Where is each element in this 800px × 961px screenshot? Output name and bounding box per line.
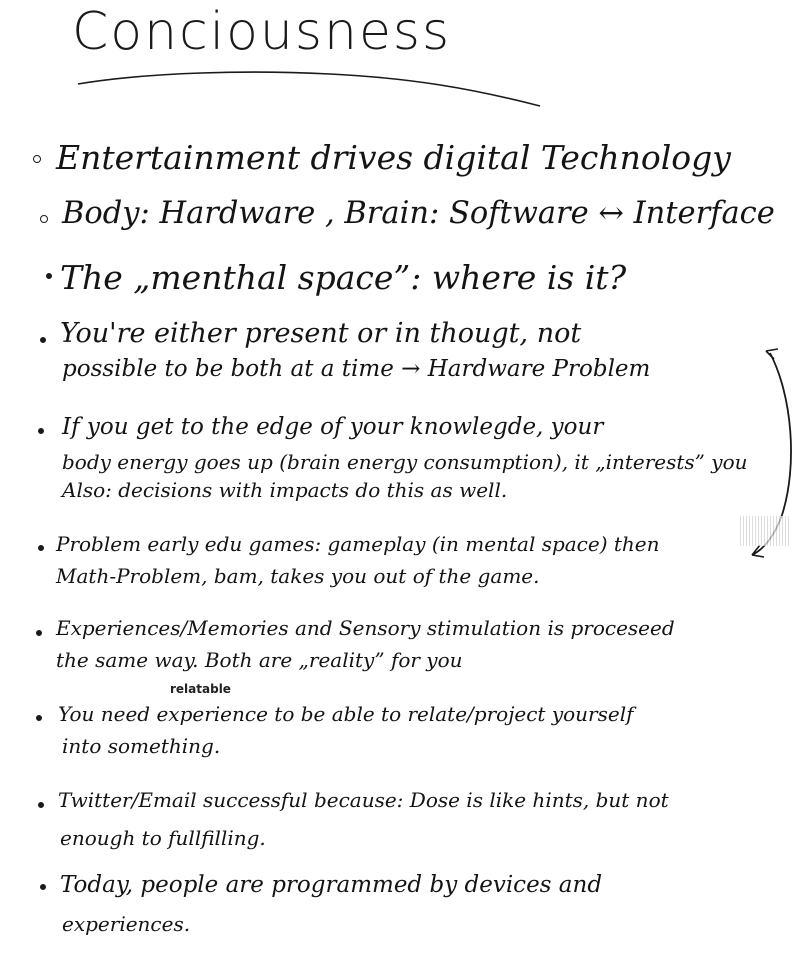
note-line: You're either present or in thougt, not (60, 318, 582, 349)
bullet-icon (38, 428, 44, 434)
bullet-icon (38, 802, 44, 808)
note-line: Also: decisions with impacts do this as well. (62, 478, 508, 502)
note-line: The „menthal space”: where is it? (60, 258, 627, 297)
note-line: the same way. Both are „reality” for you (56, 648, 463, 672)
bullet-icon (36, 630, 42, 636)
bullet-icon (46, 273, 52, 279)
bullet-icon (33, 155, 41, 163)
note-line: into something. (62, 734, 221, 758)
note-line: Entertainment drives digital Technology (56, 138, 731, 177)
title-underline (70, 68, 550, 118)
bullet-icon (38, 545, 44, 551)
note-line: Problem early edu games: gameplay (in mental space) then (56, 532, 660, 556)
inserted-word: relatable (170, 682, 231, 696)
note-line: You need experience to be able to relate/project yourself (58, 702, 634, 726)
bullet-icon (40, 884, 46, 890)
note-line: experiences. (62, 912, 191, 936)
scan-smudge (740, 516, 790, 546)
note-line: enough to fullfilling. (60, 826, 266, 850)
bullet-icon (40, 215, 48, 223)
note-line: Body: Hardware , Brain: Software ↔ Interface (62, 196, 775, 231)
bullet-icon (40, 337, 46, 343)
note-line: body energy goes up (brain energy consumption), it „interests” you (62, 450, 748, 474)
bullet-icon (36, 715, 42, 721)
note-line: Today, people are programmed by devices and (60, 872, 603, 898)
note-line: possible to be both at a time → Hardware Problem (62, 356, 651, 382)
note-line: Twitter/Email successful because: Dose is like hints, but not (58, 788, 669, 812)
note-line: Experiences/Memories and Sensory stimulation is proceseed (56, 616, 675, 640)
page-title: Conciousness (72, 2, 452, 62)
note-line: Math-Problem, bam, takes you out of the game. (56, 564, 540, 588)
note-line: If you get to the edge of your knowlegde, your (62, 414, 604, 440)
